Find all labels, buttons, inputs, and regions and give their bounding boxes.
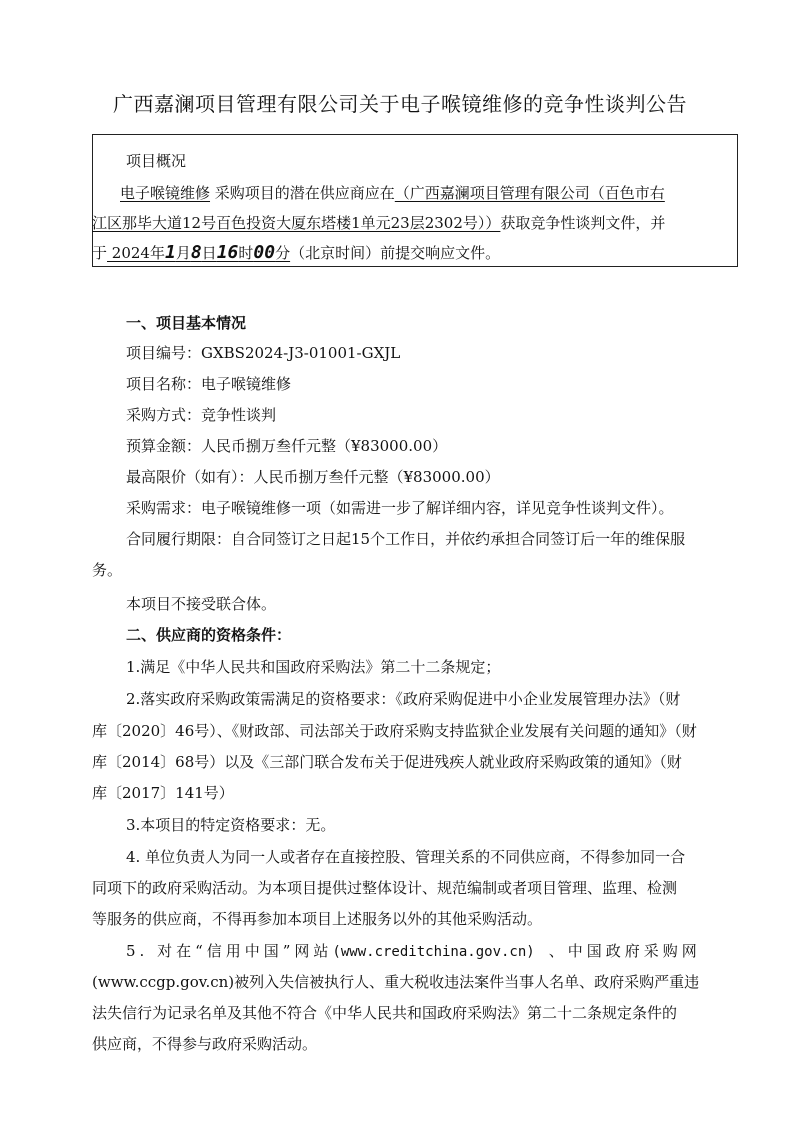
qualification-item-4-line-3: 等服务的供应商，不得再参加本项目上述服务以外的其他采购活动。 (92, 910, 543, 928)
qualification-item-2-line-3: 库〔2014〕68号）以及《三部门联合发布关于促进残疾人就业政府采购政策的通知》（财 (92, 753, 682, 771)
deadline-day: 8 (190, 242, 202, 263)
qualification-item-3: 3.本项目的特定资格要求：无。 (126, 816, 336, 834)
overview-line1-mid: 采购项目的潜在供应商应在 (210, 184, 395, 202)
deadline-day-unit: 日 (201, 244, 217, 262)
qualification-item-4-line-2: 同项下的政府采购活动。为本项目提供过整体设计、规范编制或者项目管理、监理、检测 (92, 879, 678, 897)
project-name: 项目名称：电子喉镜维修 (126, 375, 292, 393)
project-number: 项目编号：GXBS2024-J3-01001-GXJL (126, 344, 401, 362)
overview-line2-tail: 获取竞争性谈判文件，并 (500, 214, 666, 232)
deadline-month-unit: 月 (175, 244, 191, 262)
item5-ccgp-label: 、中国政府采购网 (548, 942, 701, 960)
procurement-method: 采购方式：竞争性谈判 (126, 406, 277, 424)
qualification-item-5-line-2: (www.ccgp.gov.cn)被列入失信被执行人、重大税收违法案件当事人名单、政府采购严重违 (92, 973, 700, 991)
consortium-note: 本项目不接受联合体。 (126, 595, 277, 613)
section2-heading: 二、供应商的资格条件： (126, 626, 292, 644)
deadline-hour-unit: 时 (238, 244, 254, 262)
section1-heading: 一、项目基本情况 (126, 314, 247, 332)
item5-lead: 5. 对在“信用中国”网站 (126, 942, 333, 960)
deadline-minute-unit: 分 (275, 244, 291, 262)
deadline-tail: （北京时间）前提交响应文件。 (290, 244, 501, 262)
qualification-item-5-line-3: 法失信行为记录名单及其他不符合《中华人民共和国政府采购法》第二十二条规定条件的 (92, 1004, 678, 1022)
qualification-item-4-line-1: 4. 单位负责人为同一人或者存在直接控股、管理关系的不同供应商，不得参加同一合 (126, 848, 686, 866)
creditchina-url: (www.creditchina.gov.cn) (332, 944, 535, 960)
procurement-demand: 采购需求：电子喉镜维修一项（如需进一步了解详细内容，详见竞争性谈判文件）。 (126, 499, 674, 517)
deadline-minute: 00 (253, 242, 276, 263)
qualification-item-5-line-4: 供应商，不得参与政府采购活动。 (92, 1035, 318, 1053)
overview-heading: 项目概况 (126, 152, 187, 170)
overview-line-1 (120, 182, 665, 203)
contract-period-line-1: 合同履行期限：自合同签订之日起15个工作日，并依约承担合同签订后一年的维保服 (126, 530, 686, 548)
overview-line-3 (92, 242, 500, 263)
deadline-year: 2024年 (107, 244, 165, 262)
deadline-datetime (107, 244, 290, 262)
overview-address: 江区那毕大道12号百色投资大厦东塔楼1单元23层2302号）） (92, 214, 501, 232)
deadline-hour: 16 (216, 242, 239, 263)
contract-period-line-2: 务。 (92, 561, 123, 579)
qualification-item-2-line-4: 库〔2017〕141号） (92, 784, 234, 802)
qualification-item-5-line-1 (126, 940, 701, 961)
deadline-prefix: 于 (92, 244, 108, 262)
overview-line-2 (92, 212, 665, 233)
overview-project-name: 电子喉镜维修 (120, 184, 211, 202)
qualification-item-2-line-1: 2.落实政府采购政策需满足的资格要求：《政府采购促进中小企业发展管理办法》（财 (126, 690, 681, 708)
overview-org: （广西嘉澜项目管理有限公司（百色市右 (394, 184, 665, 202)
document-title: 广西嘉澜项目管理有限公司关于电子喉镜维修的竞争性谈判公告 (113, 92, 687, 116)
max-price: 最高限价（如有）：人民币捌万叁仟元整（¥83000.00） (126, 468, 500, 486)
qualification-item-1: 1.满足《中华人民共和国政府采购法》第二十二条规定； (126, 658, 501, 676)
deadline-month: 1 (164, 242, 176, 263)
qualification-item-2-line-2: 库〔2020〕46号）、《财政部、司法部关于政府采购支持监狱企业发展有关问题的通知》（财 (92, 722, 697, 740)
budget-amount: 预算金额：人民币捌万叁仟元整（¥83000.00） (126, 437, 448, 455)
